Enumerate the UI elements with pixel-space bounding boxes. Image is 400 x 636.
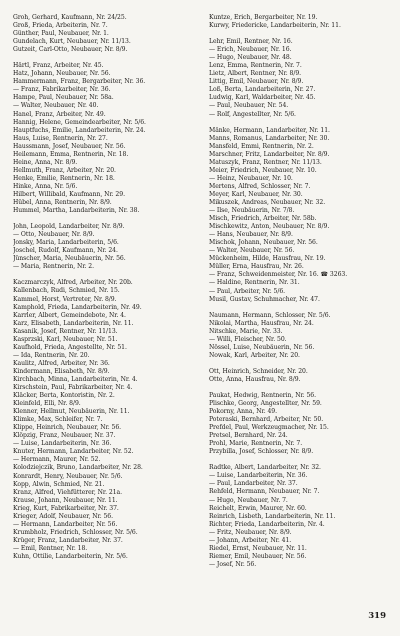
directory-entry: Hauptfuchs, Emilie, Landarbeiterin, Nr. 24. bbox=[13, 126, 146, 134]
directory-entry: — Luise, Landarbeiterin, Nr. 36. bbox=[209, 472, 308, 480]
directory-entry: — Hermann, Landarbeiter, Nr. 56. bbox=[13, 520, 118, 528]
directory-entry: Haussmann, Josef, Neubauer, Nr. 56. bbox=[13, 142, 126, 150]
directory-entry: Lehr, Emil, Rentner, Nr. 16. bbox=[209, 38, 293, 46]
directory-entry: John, Leopold, Landarbeiter, Nr. 8/9. bbox=[13, 223, 125, 231]
directory-entry: Hatz, Johann, Neubauer, Nr. 56. bbox=[13, 70, 111, 78]
directory-entry: Joschel, Rudolf, Kaufmann, Nr. 24. bbox=[13, 247, 118, 255]
directory-entry: Krause, Johann, Neubauer, Nr. 11. bbox=[13, 496, 118, 504]
directory-entry: Mischkewitz, Anton, Neubauer, Nr. 8/9. bbox=[209, 223, 330, 231]
directory-entry: Krieg, Kurt, Fabrikarbeiter, Nr. 37. bbox=[13, 504, 119, 512]
directory-entry: Paukat, Hedwig, Rentnerin, Nr. 56. bbox=[209, 391, 316, 399]
section-gap bbox=[13, 271, 193, 279]
directory-entry: Hilbert, Willibald, Kaufmann, Nr. 29. bbox=[13, 190, 125, 198]
directory-entry: Hanel, Franz, Arbeiter, Nr. 49. bbox=[13, 110, 106, 118]
directory-entry: Nowak, Karl, Arbeiter, Nr. 20. bbox=[209, 351, 300, 359]
directory-entry: Naumann, Hermann, Schlosser, Nr. 5/6. bbox=[209, 311, 331, 319]
directory-entry: Kolodziejczik, Bruno, Landarbeiter, Nr. 28. bbox=[13, 464, 143, 472]
directory-entry: — Franz, Schweidenmeister, Nr. 16. ☎ 3263. bbox=[209, 271, 348, 279]
directory-entry: Kuhn, Ottilie, Landarbeiterin, Nr. 5/6. bbox=[13, 553, 128, 560]
directory-entry: Kaufhold, Frieda, Angestellte, Nr. 51. bbox=[13, 343, 127, 351]
directory-entry: Hannig, Helene, Gemeindearbeiter, Nr. 5/6. bbox=[13, 118, 146, 126]
directory-entry: Hübel, Anna, Rentnerin, Nr. 8/9. bbox=[13, 199, 112, 207]
directory-entry: — Rolf, Angestellter, Nr. 5/6. bbox=[209, 110, 296, 118]
directory-entry: — Otto, Neubauer, Nr. 8/9. bbox=[13, 231, 95, 239]
directory-entry: Lenz, Emma, Rentnerin, Nr. 7. bbox=[209, 62, 302, 70]
directory-entry: Müller, Erna, Hausfrau, Nr. 26. bbox=[209, 263, 304, 271]
directory-entry: Krumbholz, Friedrich, Schlosser, Nr. 5/6. bbox=[13, 528, 138, 536]
directory-entry: Klippe, Heinrich, Neubauer, Nr. 56. bbox=[13, 424, 122, 432]
directory-entry: Mückenheim, Hilde, Hausfrau, Nr. 19. bbox=[209, 255, 326, 263]
directory-entry: — Hermann, Maurer, Nr. 52. bbox=[13, 456, 101, 464]
directory-entry: Günther, Paul, Neubauer, Nr. 1. bbox=[13, 30, 109, 38]
directory-entry: — Luise, Landarbeiterin, Nr. 36. bbox=[13, 440, 112, 448]
directory-entry: Mertens, Alfred, Schlosser, Nr. 7. bbox=[209, 182, 311, 190]
directory-entry: Heilemann, Emma, Rentnerin, Nr. 18. bbox=[13, 150, 129, 158]
directory-entry: Reichelt, Erwin, Maurer, Nr. 60. bbox=[209, 504, 307, 512]
directory-entry: Härtl, Franz, Arbeiter, Nr. 45. bbox=[13, 62, 104, 70]
directory-entry: Plischke, Georg, Angestellter, Nr. 59. bbox=[209, 400, 322, 408]
directory-entry: Prohl, Marie, Rentnerin, Nr. 7. bbox=[209, 440, 303, 448]
directory-entry: Marschner, Fritz, Landarbeiter, Nr. 8/9. bbox=[209, 150, 330, 158]
directory-entry: Kammel, Horst, Vertreter, Nr. 8/9. bbox=[13, 295, 117, 303]
directory-entry: — Maria, Rentnerin, Nr. 2. bbox=[13, 263, 94, 271]
directory-entry: — Ida, Rentnerin, Nr. 20. bbox=[13, 351, 90, 359]
directory-entry: Kasanik, Josef, Rentner, Nr. 11/13. bbox=[13, 327, 118, 335]
directory-entry: Klöpzig, Franz, Neubauer, Nr. 37. bbox=[13, 432, 116, 440]
directory-entry: Gutzeit, Carl-Otto, Neubauer, Nr. 8/9. bbox=[13, 46, 128, 54]
directory-entry: Hinke, Anna, Nr. 5/6. bbox=[13, 182, 78, 190]
section-gap bbox=[209, 30, 389, 38]
left-column bbox=[13, 14, 193, 561]
directory-entry: Klimke, Max, Schleifer, Nr. 7. bbox=[13, 416, 103, 424]
directory-entry: — Haldine, Rentnerin, Nr. 31. bbox=[209, 279, 300, 287]
section-gap bbox=[13, 54, 193, 62]
directory-entry: Przybilla, Josef, Schlosser, Nr. 8/9. bbox=[209, 448, 314, 456]
directory-entry: Riemer, Emil, Neubauer, Nr. 56. bbox=[209, 552, 307, 560]
directory-entry: Ott, Heinrich, Schneider, Nr. 20. bbox=[209, 367, 308, 375]
page-number: 319 bbox=[368, 611, 386, 621]
directory-entry: Henke, Emilie, Rentnerin, Nr. 18. bbox=[13, 174, 115, 182]
directory-entry: Kaczmarczyk, Alfred, Arbeiter, Nr. 20b. bbox=[13, 279, 133, 287]
directory-entry: — Ilse, Neubäuerin, Nr. 7/8. bbox=[209, 207, 295, 215]
directory-entry: Poteraski, Bernhard, Arbeiter, Nr. 50. bbox=[209, 416, 324, 424]
directory-entry: — Walter, Neubauer, Nr. 56. bbox=[209, 247, 295, 255]
directory-entry: — Franz, Fabrikarbeiter, Nr. 36. bbox=[13, 86, 111, 94]
directory-entry: Kleinfeld, Elli, Nr. 8/9. bbox=[13, 400, 81, 408]
directory-entry: — Willi, Fleischer, Nr. 50. bbox=[209, 335, 287, 343]
directory-entry: Gundelach, Kurt, Neubauer, Nr. 11/13. bbox=[13, 38, 131, 46]
directory-entry: Kuntze, Erich, Bergarbeiter, Nr. 19. bbox=[209, 14, 318, 21]
directory-entry: — Johann, Arbeiter, Nr. 41. bbox=[209, 536, 292, 544]
directory-entry: Kirschstein, Paul, Fabrikarbeiter, Nr. 4. bbox=[13, 384, 133, 392]
directory-entry: Mikuszek, Andreas, Neubauer, Nr. 32. bbox=[209, 198, 326, 206]
directory-entry: Kamphold, Frieda, Landarbeiterin, Nr. 49. bbox=[13, 303, 142, 311]
directory-entry: Otte, Anna, Hausfrau, Nr. 8/9. bbox=[209, 375, 301, 383]
directory-entry: Littig, Emil, Neubauer, Nr. 8/9. bbox=[209, 78, 304, 86]
section-gap bbox=[209, 360, 389, 368]
directory-entry: Mänke, Hermann, Landarbeiter, Nr. 11. bbox=[209, 126, 330, 134]
directory-entry: Misch, Friedrich, Arbeiter, Nr. 58b. bbox=[209, 215, 317, 223]
directory-entry: Krüger, Franz, Landarbeiter, Nr. 37. bbox=[13, 536, 123, 544]
directory-entry: Jünscher, Maria, Neubäuerin, Nr. 56. bbox=[13, 255, 126, 263]
directory-entry: Klenner, Hellmut, Neubäuerin, Nr. 11. bbox=[13, 408, 130, 416]
directory-entry: Meier, Friedrich, Neubauer, Nr. 10. bbox=[209, 166, 317, 174]
directory-entry: Matuszyk, Franz, Rentner, Nr. 11/13. bbox=[209, 158, 322, 166]
directory-entry: Kirchbach, Minna, Landarbeiterin, Nr. 4. bbox=[13, 375, 138, 383]
directory-entry: — Walter, Neubauer, Nr. 40. bbox=[13, 102, 99, 110]
directory-entry: — Emil, Rentner, Nr. 18. bbox=[13, 544, 88, 552]
directory-entry: Mischok, Johann, Neubauer, Nr. 56. bbox=[209, 239, 318, 247]
directory-entry: Richter, Frieda, Landarbeiterin, Nr. 4. bbox=[209, 520, 325, 528]
directory-entry: — Erich, Neubauer, Nr. 16. bbox=[209, 46, 292, 54]
directory-entry: — Paul, Landarbeiter, Nr. 37. bbox=[209, 480, 298, 488]
directory-entry: Groh, Gerhard, Kaufmann, Nr. 24/25. bbox=[13, 14, 127, 21]
section-gap bbox=[209, 119, 389, 127]
directory-entry: — Hugo, Neubauer, Nr. 7. bbox=[209, 496, 288, 504]
directory-entry: Musil, Gustav, Schuhmacher, Nr. 47. bbox=[209, 295, 320, 303]
section-gap bbox=[209, 456, 389, 464]
directory-entry: Haus, Luise, Rentnerin, Nr. 27. bbox=[13, 134, 108, 142]
directory-entry: — Hans, Neubauer, Nr. 8/9. bbox=[209, 231, 293, 239]
directory-entry: Karz, Elisabeth, Landarbeiterin, Nr. 11. bbox=[13, 319, 134, 327]
directory-entry: Kindermann, Elisabeth, Nr. 8/9. bbox=[13, 367, 110, 375]
directory-entry: Heine, Anna, Nr. 8/9. bbox=[13, 158, 78, 166]
directory-entry: Konrardt, Henry, Neubauer, Nr. 5/6. bbox=[13, 472, 123, 480]
directory-entry: Hammermann, Franz, Bergarbeiter, Nr. 36. bbox=[13, 78, 146, 86]
directory-entry: Pokorny, Anna, Nr. 49. bbox=[209, 408, 278, 416]
directory-entry: Rehfeld, Hermann, Neubauer, Nr. 7. bbox=[209, 488, 320, 496]
directory-entry: — Fritz, Neubauer, Nr. 8/9. bbox=[209, 528, 292, 536]
directory-entry: Karrler, Albert, Gemeindebote, Nr. 4. bbox=[13, 311, 126, 319]
directory-entry: Lietz, Albert, Rentner, Nr. 8/9. bbox=[209, 70, 302, 78]
directory-entry: Manns, Romanus, Landarbeiter, Nr. 30. bbox=[209, 134, 330, 142]
directory-entry: Kaulitz, Alfred, Arbeiter, Nr. 36. bbox=[13, 359, 110, 367]
directory-entry: Kläcker, Berta, Kontoristin, Nr. 2. bbox=[13, 392, 115, 400]
directory-entry: Nikolai, Martha, Hausfrau, Nr. 24. bbox=[209, 319, 314, 327]
directory-entry: Prefdel, Paul, Werkzeugmacher, Nr. 15. bbox=[209, 424, 329, 432]
right-column bbox=[209, 14, 389, 569]
directory-entry: Hampe, Paul, Neubauer, Nr. 58a. bbox=[13, 94, 114, 102]
directory-entry: Radtke, Albert, Landarbeiter, Nr. 32. bbox=[209, 464, 321, 472]
directory-entry: Jonsky, Maria, Landarbeiterin, 5/6. bbox=[13, 239, 119, 247]
directory-entry: Groß, Frieda, Arbeiterin, Nr. 7. bbox=[13, 22, 108, 30]
directory-entry: Ludwig, Karl, Waldarbeiter, Nr. 45. bbox=[209, 94, 316, 102]
directory-entry: — Paul, Arbeiter, Nr. 5/6. bbox=[209, 287, 286, 295]
directory-entry: Hummel, Martha, Landarbeiterin, Nr. 38. bbox=[13, 207, 140, 215]
directory-entry: — Paul, Neubauer, Nr. 54. bbox=[209, 102, 289, 110]
directory-entry: Loß, Berta, Landarbeiterin, Nr. 27. bbox=[209, 86, 316, 94]
directory-entry: Knuter, Hermann, Landarbeiter, Nr. 52. bbox=[13, 448, 134, 456]
directory-entry: Riedel, Ernst, Neubauer, Nr. 11. bbox=[209, 544, 307, 552]
section-gap bbox=[13, 215, 193, 223]
directory-entry: Mansfeld, Emmi, Rentnerin, Nr. 2. bbox=[209, 142, 314, 150]
directory-entry: Kopp, Alwin, Schmied, Nr. 21. bbox=[13, 480, 105, 488]
directory-entry: Kranz, Alfred, Viehfütterer, Nr. 21a. bbox=[13, 488, 123, 496]
directory-entry: — Josef, Nr. 56. bbox=[209, 560, 257, 568]
directory-entry: — Hugo, Neubauer, Nr. 48. bbox=[209, 54, 292, 62]
directory-entry: — Heinz, Neubauer, Nr. 10. bbox=[209, 174, 293, 182]
directory-entry: Nössel, Luise, Neubäuerin, Nr. 56. bbox=[209, 343, 315, 351]
section-gap bbox=[209, 384, 389, 392]
directory-entry: Kallenbach, Rudi, Schmied, Nr. 15. bbox=[13, 287, 120, 295]
directory-entry: Kurwy, Friedericke, Landarbeiterin, Nr. 11. bbox=[209, 22, 341, 30]
section-gap bbox=[209, 304, 389, 312]
directory-entry: Kasprzski, Karl, Neubauer, Nr. 51. bbox=[13, 335, 118, 343]
directory-entry: Reinrich, Lisbeth, Landarbeiterin, Nr. 11. bbox=[209, 512, 336, 520]
directory-entry: Krieger, Adolf, Neubauer, Nr. 56. bbox=[13, 512, 114, 520]
directory-entry: Nitschke, Marie, Nr. 33. bbox=[209, 327, 283, 335]
directory-entry: Pretsel, Bernhard, Nr. 24. bbox=[209, 432, 288, 440]
directory-entry: Hellmuth, Franz, Arbeiter, Nr. 20. bbox=[13, 166, 116, 174]
directory-entry: Meyer, Karl, Neubauer, Nr. 30. bbox=[209, 190, 303, 198]
